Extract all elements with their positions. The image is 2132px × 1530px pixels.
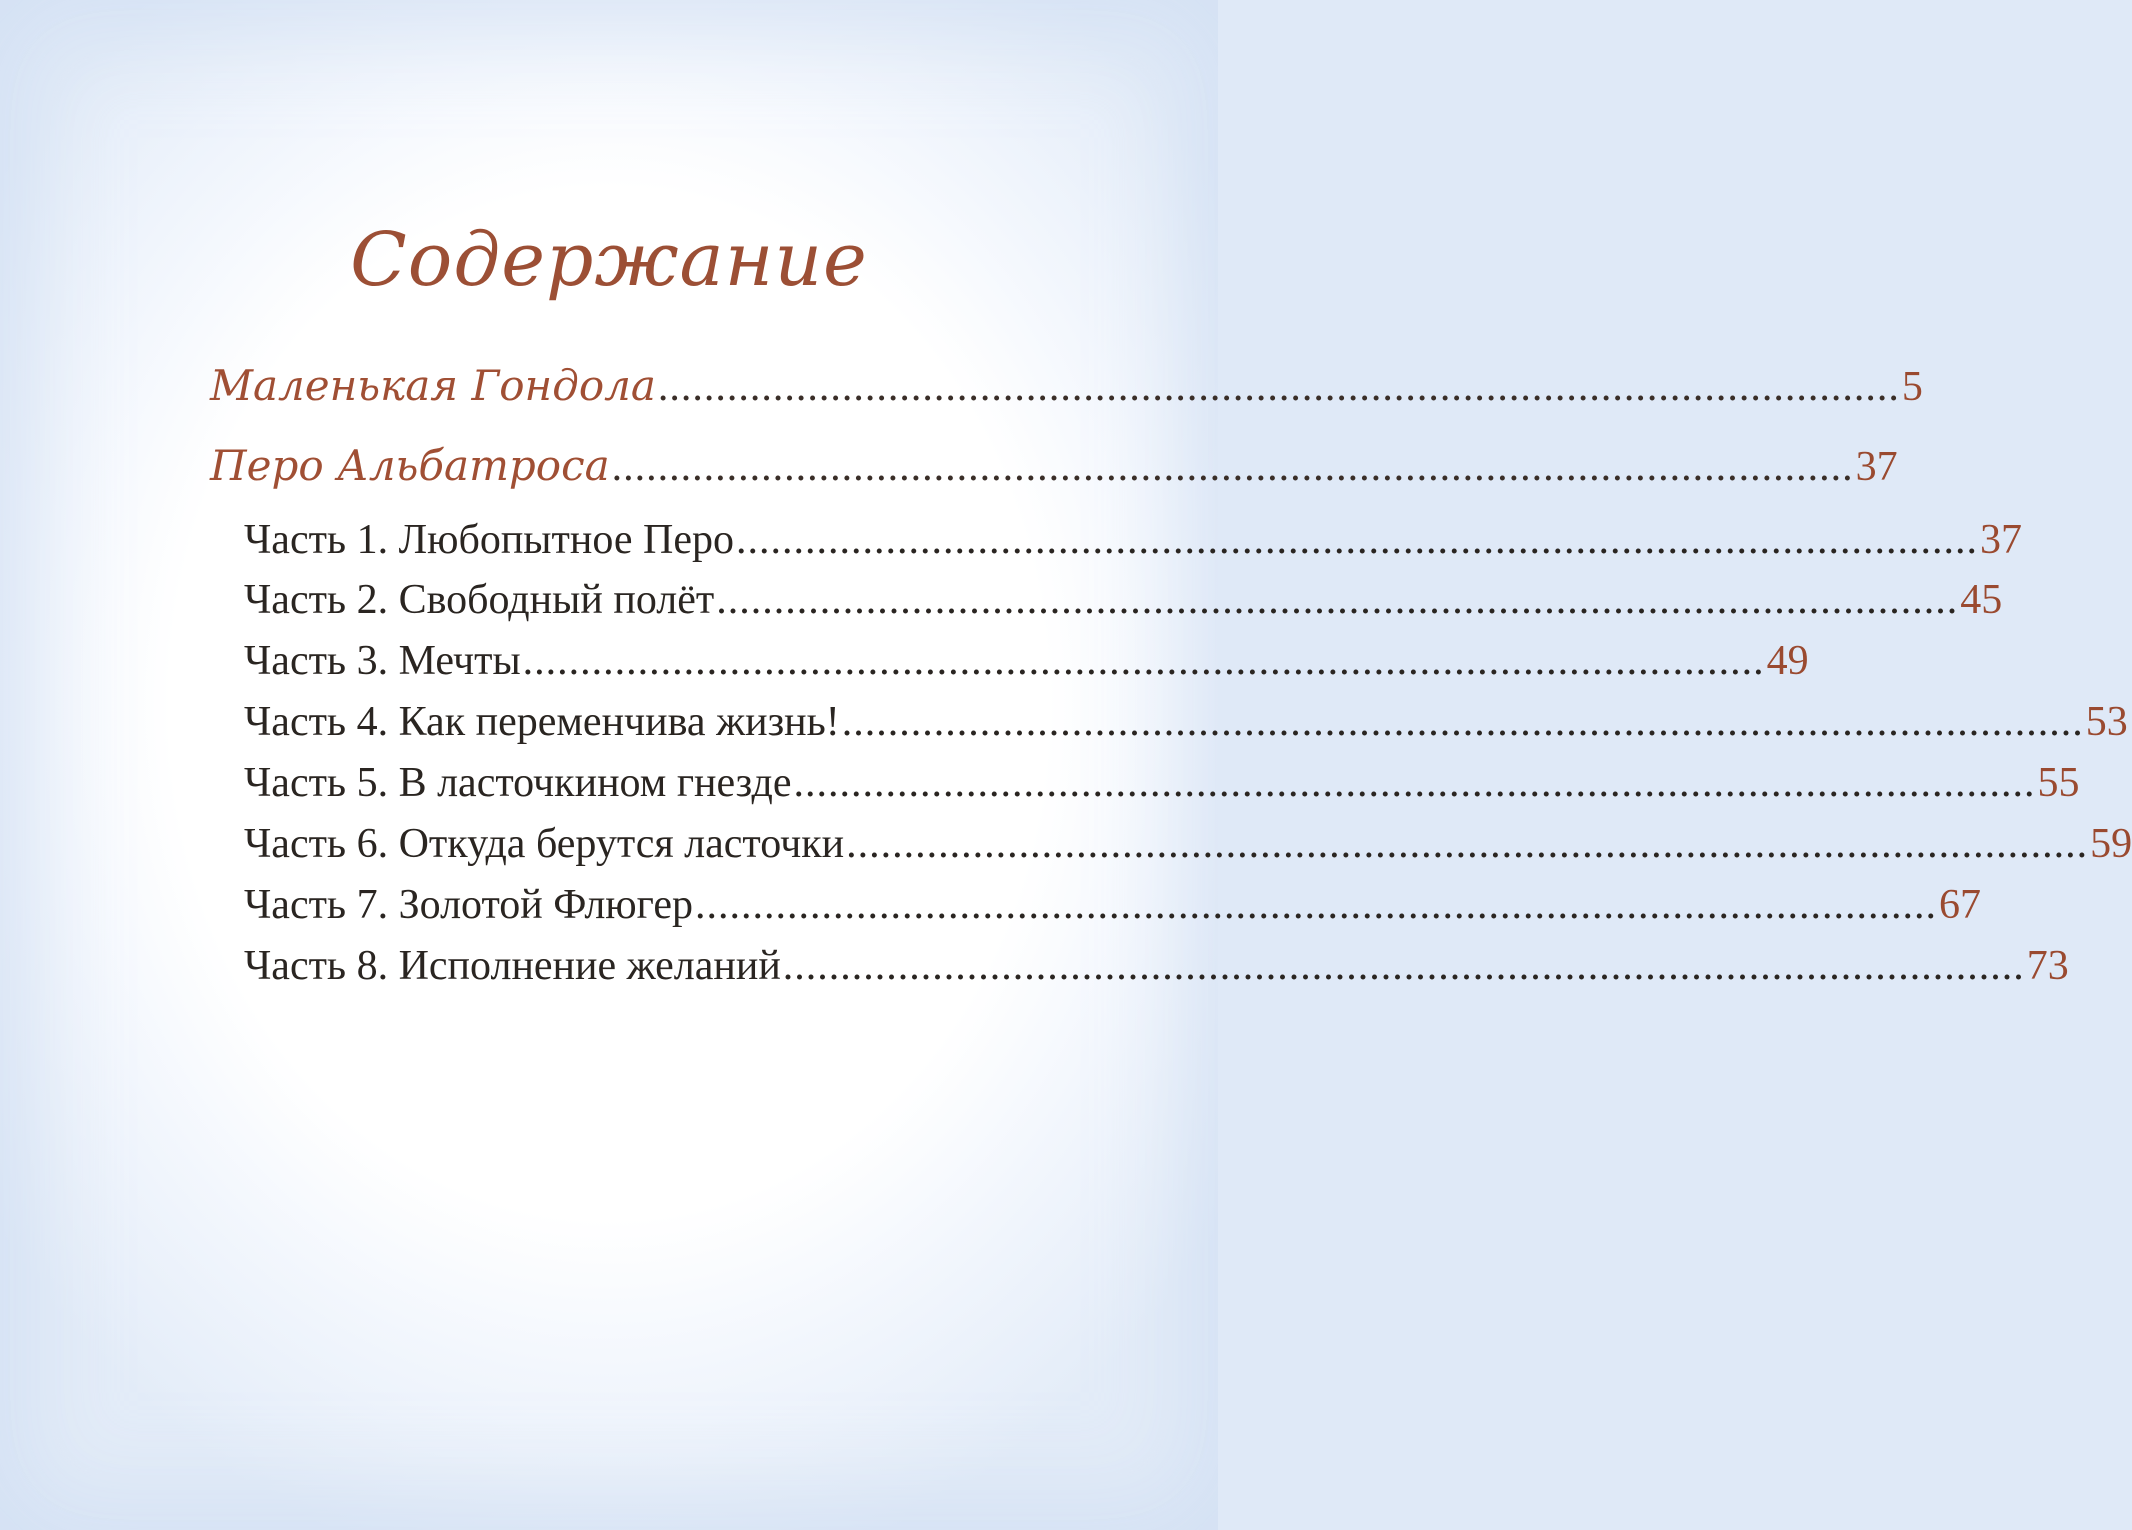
toc-chapter-title: Часть 5. В ласточкином гнезде xyxy=(244,760,792,806)
toc-chapter-title: Часть 4. Как переменчива жизнь! xyxy=(244,699,840,745)
toc-page-number: 55 xyxy=(2037,760,2080,806)
dot-leader: ............................................................................................................ xyxy=(657,364,1900,410)
toc-page-number: 73 xyxy=(2026,943,2069,989)
toc-page-number: 45 xyxy=(1960,577,2003,623)
toc-page-number: 53 xyxy=(2085,699,2128,745)
toc-page-number: 59 xyxy=(2090,821,2132,867)
toc-chapter-entry[interactable] xyxy=(244,877,1981,933)
toc-chapter-title: Часть 3. Мечты xyxy=(244,638,521,684)
toc-part-entry[interactable] xyxy=(210,436,1898,496)
toc-page-number: 67 xyxy=(1939,882,1981,928)
dot-leader: ............................................................................................................ xyxy=(611,444,1854,490)
dot-leader: ............................................................................................................ xyxy=(846,821,2089,867)
toc-chapter-entry[interactable] xyxy=(244,694,2128,750)
toc-chapter-entry[interactable] xyxy=(244,816,2132,872)
toc-page-number: 5 xyxy=(1901,364,1923,410)
toc-chapter-entry[interactable] xyxy=(244,572,2003,628)
toc-chapter-title: Часть 8. Исполнение желаний xyxy=(244,943,781,989)
toc-chapter-title: Часть 2. Свободный полёт xyxy=(244,577,715,623)
toc-chapter-entry[interactable] xyxy=(244,938,2069,994)
toc-page-number: 37 xyxy=(1855,444,1898,490)
toc-chapter-entry[interactable] xyxy=(244,755,2080,811)
toc-page-number: 37 xyxy=(1979,517,2022,563)
toc-chapter-title: Часть 7. Золотой Флюгер xyxy=(244,882,693,928)
toc-chapter-entry[interactable] xyxy=(244,633,1809,689)
dot-leader: ............................................................................................................ xyxy=(782,943,2025,989)
toc-part-title: Перо Альбатроса xyxy=(210,441,610,490)
dot-leader: ............................................................................................................ xyxy=(522,638,1765,684)
dot-leader: ............................................................................................................ xyxy=(735,517,1978,563)
toc-chapter-title: Часть 1. Любопытное Перо xyxy=(244,517,734,563)
dot-leader: ............................................................................................................ xyxy=(695,882,1937,928)
toc-page-number: 49 xyxy=(1766,638,1809,684)
toc-chapter-entry[interactable] xyxy=(244,512,2022,568)
dot-leader: ............................................................................................................ xyxy=(716,577,1959,623)
page-title: Содержание xyxy=(350,217,868,303)
toc-part-entry[interactable] xyxy=(210,356,1923,416)
dot-leader: ............................................................................................................ xyxy=(793,760,2036,806)
toc-part-title: Маленькая Гондола xyxy=(210,361,656,410)
toc-chapter-title: Часть 6. Откуда берутся ласточки xyxy=(244,821,845,867)
dot-leader: ............................................................................................................ xyxy=(841,699,2084,745)
